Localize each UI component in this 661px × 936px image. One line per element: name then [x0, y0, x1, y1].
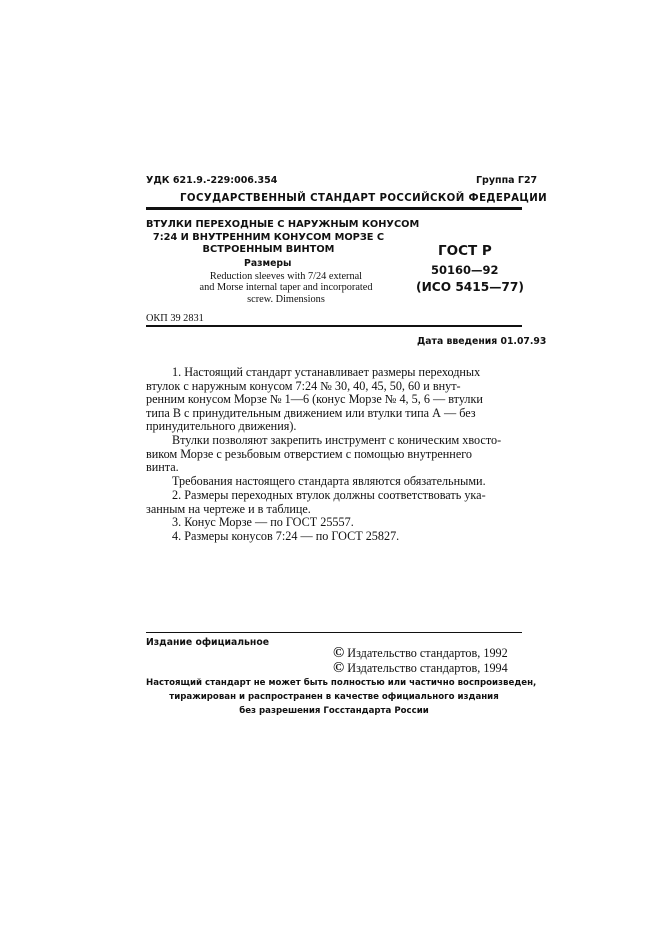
- group-code: Группа Г27: [476, 175, 538, 186]
- org-title: ГОСУДАРСТВЕННЫЙ СТАНДАРТ РОССИЙСКОЙ ФЕДЕРАЦИИ: [180, 193, 548, 204]
- text-line: занным на чертеже и в таблице.: [146, 501, 311, 516]
- paragraph-2: [146, 434, 528, 475]
- header-rule: [146, 207, 522, 210]
- intro-date: Дата введения 01.07.93: [417, 336, 547, 347]
- en-title-line: and Morse internal taper and incorporated: [199, 282, 373, 294]
- text-line: Требования настоящего стандарта являются обязательными.: [172, 474, 486, 488]
- reproduction-notice: [146, 676, 537, 718]
- text-line: 1. Настоящий стандарт устанавливает размеры переходных: [172, 365, 481, 379]
- en-title-line: Reduction sleeves with 7/24 external: [209, 271, 363, 282]
- text-line: принудительного движения).: [146, 419, 297, 434]
- copyright-line: [333, 660, 508, 677]
- notice-line: тиражирован и распространен в качестве официального издания: [169, 692, 499, 702]
- ru-title-line: ВСТРОЕННЫМ ВИНТОМ: [202, 244, 335, 255]
- en-title-line: screw. Dimensions: [247, 293, 325, 305]
- gost-label: ГОСТ Р: [438, 243, 492, 259]
- text-line: виком Морзе с резьбовым отверстием с помощью внутреннего: [146, 446, 473, 461]
- text-line: типа В с принудительным движением или втулки типа А — без: [146, 405, 476, 420]
- paragraph-4: [146, 489, 528, 516]
- copyright-icon: ©: [333, 660, 345, 676]
- ru-subtitle: Размеры: [244, 258, 292, 269]
- ru-title: [146, 219, 420, 257]
- text-line: 4. Размеры конусов 7:24 — по ГОСТ 25827.: [172, 529, 400, 543]
- text-line: втулок с наружным конусом 7:24 № 30, 40, 45, 50, 60 и внут-: [146, 378, 461, 393]
- okp-code: ОКП 39 2831: [146, 313, 204, 324]
- gost-number: 50160—92: [431, 263, 499, 277]
- text-line: 2. Размеры переходных втулок должны соответствовать ука-: [172, 488, 486, 502]
- copyright-text: Издательство стандартов, 1994: [347, 661, 508, 675]
- notice-line: без разрешения Госстандарта России: [239, 706, 429, 716]
- notice-line: Настоящий стандарт не может быть полностью или частично воспроизведен,: [146, 678, 537, 688]
- copyright-icon: ©: [333, 645, 345, 661]
- ru-title-line: ВТУЛКИ ПЕРЕХОДНЫЕ С НАРУЖНЫМ КОНУСОМ: [146, 219, 420, 230]
- text-line: 3. Конус Морзе — по ГОСТ 25557.: [172, 515, 354, 529]
- paragraph-1: [146, 366, 528, 434]
- copyright-text: Издательство стандартов, 1992: [347, 646, 508, 660]
- paragraph-5: [146, 516, 528, 530]
- en-title: [176, 271, 396, 305]
- iso-reference: (ИСО 5415—77): [416, 280, 524, 294]
- paragraph-6: [146, 530, 528, 544]
- text-line: ренним конусом Морзе № 1—6 (конус Морзе № 4, 5, 6 — втулки: [146, 392, 483, 407]
- text-line: Втулки позволяют закрепить инструмент с коническим хвосто-: [172, 433, 502, 447]
- text-line: винта.: [146, 460, 179, 475]
- udk-code: УДК 621.9.-229:006.354: [146, 175, 278, 186]
- footer-rule: [146, 632, 522, 633]
- ru-title-line: 7:24 И ВНУТРЕННИМ КОНУСОМ МОРЗЕ С: [152, 231, 385, 243]
- paragraph-3: [146, 475, 528, 489]
- okp-rule: [146, 325, 522, 327]
- edition-label: Издание официальное: [146, 637, 270, 648]
